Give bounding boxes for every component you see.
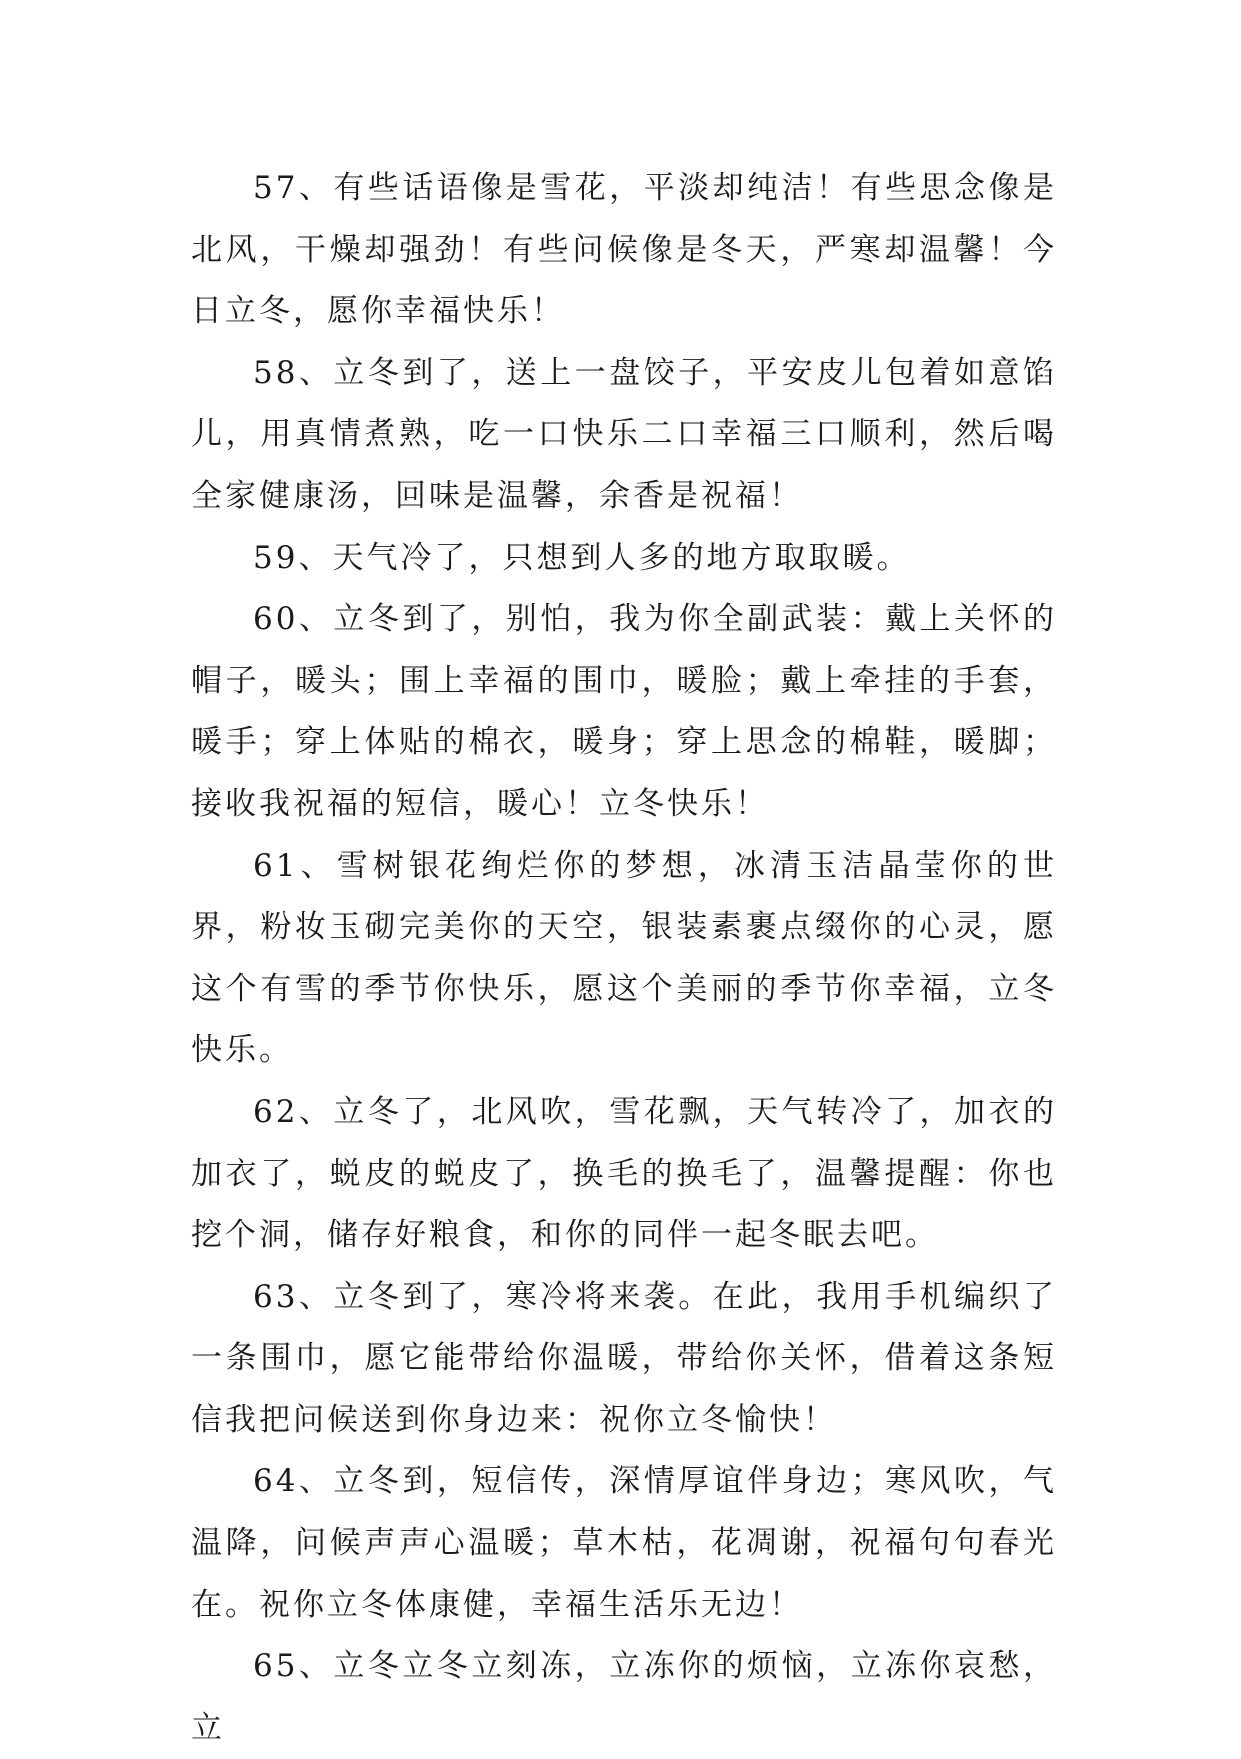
paragraph-61: 61、雪树银花绚烂你的梦想，冰清玉洁晶莹你的世界，粉妆玉砌完美你的天空，银装素裹点缀你的心灵，愿这个有雪的季节你快乐，愿这个美丽的季节你幸福，立冬快乐。 <box>191 847 1057 1069</box>
paragraph-59: 59、天气冷了，只想到人多的地方取取暖。 <box>253 539 911 576</box>
paragraph-57: 57、有些话语像是雪花，平淡却纯洁！有些思念像是北风，干燥却强劲！有些问候像是冬天，严寒却温馨！今日立冬，愿你幸福快乐！ <box>191 170 1057 330</box>
document-body <box>191 158 1057 1759</box>
paragraph-58: 58、立冬到了，送上一盘饺子，平安皮儿包着如意馅儿，用真情煮熟，吃一口快乐二口幸福三口顺利，然后喝全家健康汤，回味是温馨，余香是祝福！ <box>191 354 1057 514</box>
paragraph-62: 62、立冬了，北风吹，雪花飘，天气转冷了，加衣的加衣了，蜕皮的蜕皮了，换毛的换毛了，温馨提醒：你也挖个洞，储存好粮食，和你的同伴一起冬眠去吧。 <box>191 1093 1057 1254</box>
paragraph-60: 60、立冬到了，别怕，我为你全副武装：戴上关怀的帽子，暖头；围上幸福的围巾，暖脸；戴上牵挂的手套，暖手；穿上体贴的棉衣，暖身；穿上思念的棉鞋，暖脚；接收我祝福的短信，暖心！立冬快乐！ <box>191 601 1057 822</box>
paragraph-65: 65、立冬立冬立刻冻，立冻你的烦恼，立冻你哀愁，立 <box>191 1648 1057 1746</box>
paragraph-63: 63、立冬到了，寒冷将来袭。在此，我用手机编织了一条围巾，愿它能带给你温暖，带给你关怀，借着这条短信我把问候送到你身边来：祝你立冬愉快！ <box>191 1278 1057 1438</box>
paragraph-64: 64、立冬到，短信传，深情厚谊伴身边；寒风吹，气温降，问候声声心温暖；草木枯，花凋谢，祝福句句春光在。祝你立冬体康健，幸福生活乐无边！ <box>191 1463 1057 1623</box>
